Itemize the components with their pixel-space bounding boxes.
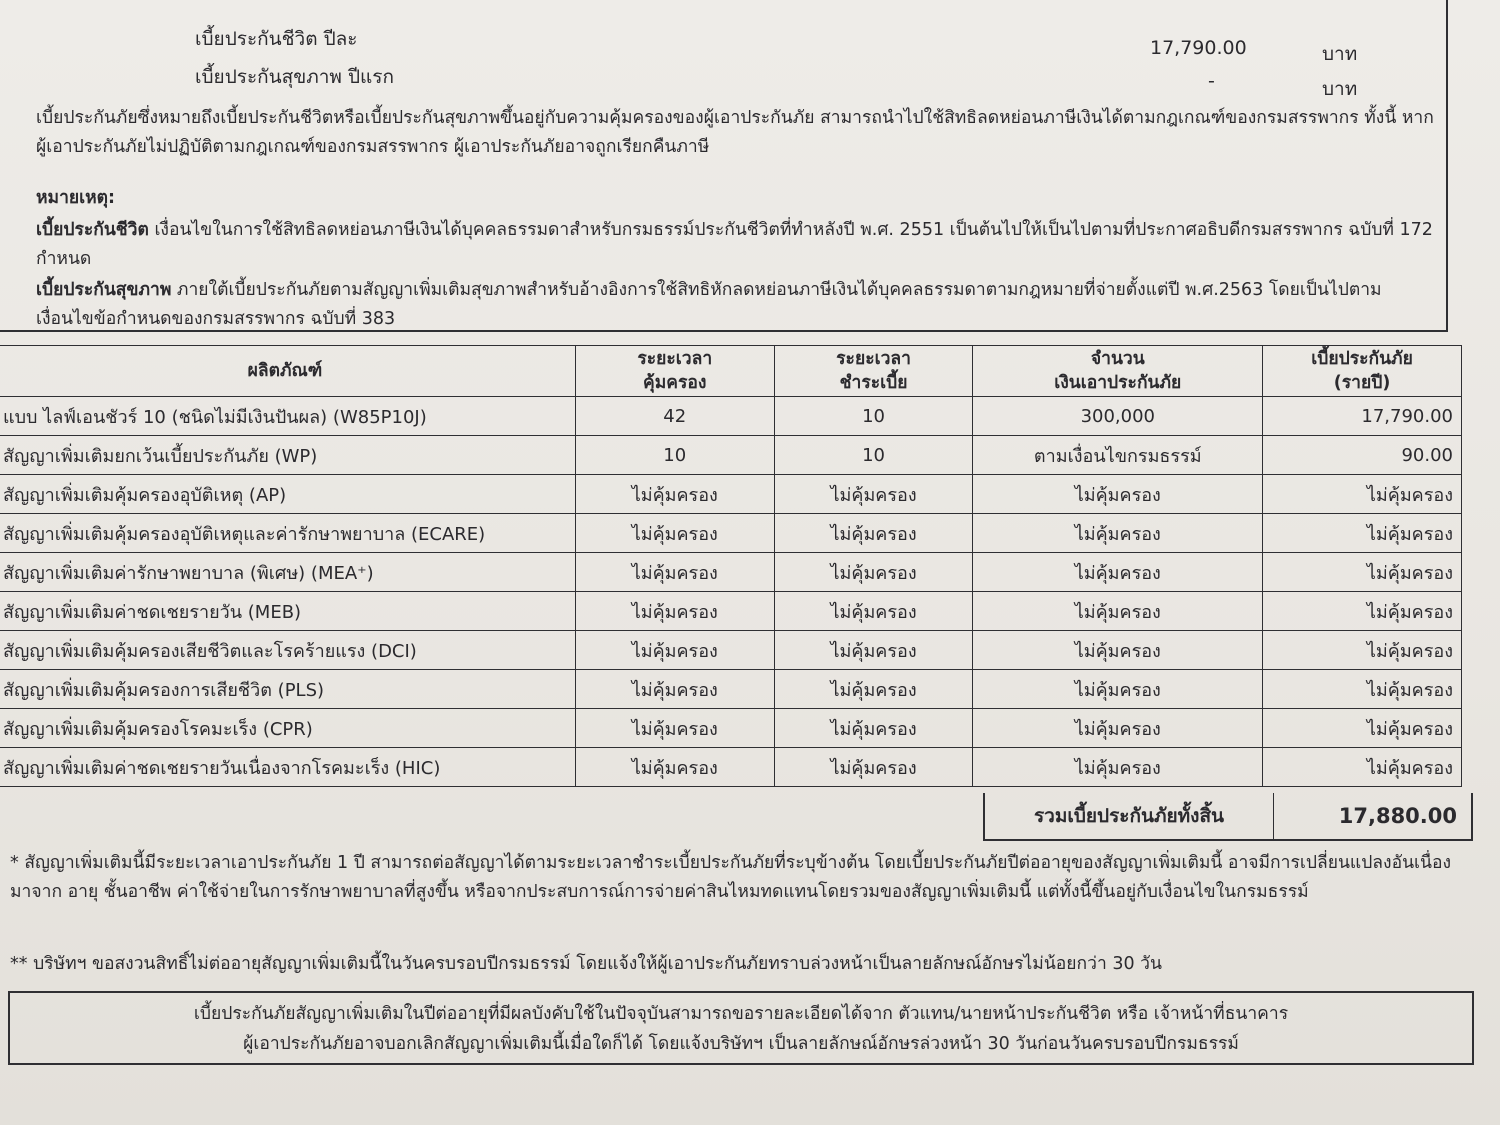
table-cell: ไม่คุ้มครอง	[973, 514, 1263, 553]
table-header-cell: จำนวน เงินเอาประกันภัย	[973, 346, 1263, 397]
table-cell: ไม่คุ้มครอง	[575, 631, 774, 670]
table-cell: 17,790.00	[1263, 397, 1462, 436]
total-premium-value: 17,880.00	[1338, 804, 1457, 828]
table-cell: ไม่คุ้มครอง	[1263, 592, 1462, 631]
table-cell: ไม่คุ้มครอง	[1263, 670, 1462, 709]
table-cell: ไม่คุ้มครอง	[1263, 631, 1462, 670]
table-row	[0, 631, 1462, 670]
table-cell: ไม่คุ้มครอง	[774, 748, 973, 787]
product-name-cell: สัญญาเพิ่มเติมค่าชดเชยรายวันเนื่องจากโรคมะเร็ง (HIC)	[0, 748, 575, 787]
table-cell: ไม่คุ้มครอง	[1263, 514, 1462, 553]
tax-paragraph: เบี้ยประกันภัยซึ่งหมายถึงเบี้ยประกันชีวิตหรือเบี้ยประกันสุขภาพขึ้นอยู่กับความคุ้มครองของผู้เอาประกันภัย สามารถนำไปใช้สิทธิลดหย่อนภาษีเงินได้ตามกฎเกณฑ์ของกรมสรรพากร ทั้งนี้ หากผู้เอาประกันภัยไม่ปฏิบัติตามกฎเกณฑ์ของกรมสรรพากร ผู้เอาประกันภัยอาจถูกเรียกคืนภาษี	[36, 108, 1434, 157]
remark-health-title: เบี้ยประกันสุขภาพ	[36, 280, 172, 300]
table-row	[0, 514, 1462, 553]
table-header-cell: ระยะเวลา คุ้มครอง	[575, 346, 774, 397]
table-cell: ตามเงื่อนไขกรมธรรม์	[973, 436, 1263, 475]
table-cell: ไม่คุ้มครอง	[774, 631, 973, 670]
table-cell: ไม่คุ้มครอง	[575, 748, 774, 787]
table-cell: ไม่คุ้มครอง	[774, 514, 973, 553]
product-name-cell: สัญญาเพิ่มเติมคุ้มครองการเสียชีวิต (PLS)	[0, 670, 575, 709]
table-cell: ไม่คุ้มครอง	[575, 670, 774, 709]
table-cell: ไม่คุ้มครอง	[774, 475, 973, 514]
table-cell: ไม่คุ้มครอง	[774, 709, 973, 748]
table-cell: 10	[774, 397, 973, 436]
remarks-heading: หมายเหตุ:	[36, 188, 116, 208]
table-row	[0, 670, 1462, 709]
table-cell: ไม่คุ้มครอง	[575, 592, 774, 631]
table-header-cell: เบี้ยประกันภัย (รายปี)	[1263, 346, 1462, 397]
remark-health	[36, 276, 1436, 334]
table-body	[0, 397, 1462, 787]
product-name-cell: สัญญาเพิ่มเติมคุ้มครองอุบัติเหตุ (AP)	[0, 475, 575, 514]
table-cell: 10	[774, 436, 973, 475]
table-cell: ไม่คุ้มครอง	[973, 748, 1263, 787]
table-header-cell: ผลิตภัณฑ์	[0, 346, 575, 397]
total-premium-label: รวมเบี้ยประกันภัยทั้งสิ้น	[985, 793, 1274, 839]
table-cell: ไม่คุ้มครอง	[973, 709, 1263, 748]
remark-life-title: เบี้ยประกันชีวิต	[36, 220, 149, 240]
remark-life	[36, 216, 1436, 274]
product-name-cell: สัญญาเพิ่มเติมคุ้มครองเสียชีวิตและโรคร้ายแรง (DCI)	[0, 631, 575, 670]
table-cell: ไม่คุ้มครอง	[973, 553, 1263, 592]
footnote-2: ** บริษัทฯ ขอสงวนสิทธิ์ไม่ต่ออายุสัญญาเพิ่มเติมนี้ในวันครบรอบปีกรมธรรม์ โดยแจ้งให้ผู้เอาประกันภัยทราบล่วงหน้าเป็นลายลักษณ์อักษรไม่น้อยกว่า 30 วัน	[10, 954, 1162, 974]
product-name-cell: สัญญาเพิ่มเติมค่ารักษาพยาบาล (พิเศษ) (MEA⁺)	[0, 553, 575, 592]
table-cell: ไม่คุ้มครอง	[575, 514, 774, 553]
table-cell: 10	[575, 436, 774, 475]
table-cell: ไม่คุ้มครอง	[1263, 748, 1462, 787]
table-cell: ไม่คุ้มครอง	[774, 592, 973, 631]
health-premium-amount: -	[1208, 70, 1215, 92]
table-cell: ไม่คุ้มครอง	[973, 670, 1263, 709]
remark-life-text: เงื่อนไขในการใช้สิทธิลดหย่อนภาษีเงินได้บุคคลธรรมดาสำหรับกรมธรรม์ประกันชีวิตที่ทำหลังปี พ.ศ. 2551 เป็นต้นไปให้เป็นไปตามที่ประกาศอธิบดีกรมสรรพากร ฉบับที่ 172 กำหนด	[36, 220, 1433, 269]
renewal-info-line-1: เบี้ยประกันภัยสัญญาเพิ่มเติมในปีต่ออายุที่มีผลบังคับใช้ในปัจจุบันสามารถขอรายละเอียดได้จาก ตัวแทน/นายหน้าประกันชีวิต หรือ เจ้าหน้าที่ธนาคาร	[193, 1004, 1289, 1024]
table-cell: 90.00	[1263, 436, 1462, 475]
product-name-cell: สัญญาเพิ่มเติมคุ้มครองโรคมะเร็ง (CPR)	[0, 709, 575, 748]
renewal-info-box	[8, 991, 1474, 1065]
table-cell: ไม่คุ้มครอง	[1263, 475, 1462, 514]
life-premium-label: เบี้ยประกันชีวิต ปีละ	[195, 28, 358, 50]
table-cell: ไม่คุ้มครอง	[575, 475, 774, 514]
table-cell: ไม่คุ้มครอง	[575, 709, 774, 748]
product-name-cell: สัญญาเพิ่มเติมยกเว้นเบี้ยประกันภัย (WP)	[0, 436, 575, 475]
footnote-1: * สัญญาเพิ่มเติมนี้มีระยะเวลาเอาประกันภัย 1 ปี สามารถต่อสัญญาได้ตามระยะเวลาชำระเบี้ยประกันภัยที่ระบุข้างต้น โดยเบี้ยประกันภัยปีต่ออายุของสัญญาเพิ่มเติมนี้ อาจมีการเปลี่ยนแปลงอันเนื่องมาจาก อายุ ชั้นอาชีพ ค่าใช้จ่ายในการรักษาพยาบาลที่สูงขึ้น หรือจากประสบการณ์การจ่ายค่าสินไหมทดแทนโดยรวมของสัญญาเพิ่มเติมนี้ แต่ทั้งนี้ขึ้นอยู่กับเงื่อนไขในกรมธรรม์	[10, 853, 1452, 902]
life-premium-unit: บาท	[1322, 43, 1358, 65]
table-cell: 42	[575, 397, 774, 436]
product-name-cell: สัญญาเพิ่มเติมค่าชดเชยรายวัน (MEB)	[0, 592, 575, 631]
table-cell: ไม่คุ้มครอง	[1263, 709, 1462, 748]
table-row	[0, 592, 1462, 631]
health-premium-unit: บาท	[1322, 78, 1358, 100]
table-cell: ไม่คุ้มครอง	[575, 553, 774, 592]
table-row	[0, 709, 1462, 748]
product-name-cell: สัญญาเพิ่มเติมคุ้มครองอุบัติเหตุและค่ารักษาพยาบาล (ECARE)	[0, 514, 575, 553]
health-premium-label: เบี้ยประกันสุขภาพ ปีแรก	[195, 66, 395, 88]
remark-health-text: ภายใต้เบี้ยประกันภัยตามสัญญาเพิ่มเติมสุขภาพสำหรับอ้างอิงการใช้สิทธิหักลดหย่อนภาษีเงินได้บุคคลธรรมดาตามกฎหมายที่จ่ายตั้งแต่ปี พ.ศ.2563 โดยเป็นไปตามเงื่อนไขข้อกำหนดของกรมสรรพากร ฉบับที่ 383	[36, 280, 1382, 329]
life-premium-amount: 17,790.00	[1150, 37, 1247, 59]
table-cell: ไม่คุ้มครอง	[973, 592, 1263, 631]
table-cell: ไม่คุ้มครอง	[774, 553, 973, 592]
table-cell: 300,000	[973, 397, 1263, 436]
renewal-info-line-2: ผู้เอาประกันภัยอาจบอกเลิกสัญญาเพิ่มเติมนี้เมื่อใดก็ได้ โดยแจ้งบริษัทฯ เป็นลายลักษณ์อักษรล่วงหน้า 30 วันก่อนวันครบรอบปีกรมธรรม์	[243, 1034, 1239, 1054]
table-header-row	[0, 346, 1462, 397]
table-row	[0, 436, 1462, 475]
table-cell: ไม่คุ้มครอง	[973, 631, 1263, 670]
table-cell: ไม่คุ้มครอง	[1263, 553, 1462, 592]
table-row	[0, 553, 1462, 592]
table-header-cell: ระยะเวลา ชำระเบี้ย	[774, 346, 973, 397]
table-row	[0, 397, 1462, 436]
total-premium-box	[983, 793, 1473, 841]
product-table	[0, 345, 1462, 787]
table-cell: ไม่คุ้มครอง	[774, 670, 973, 709]
table-row	[0, 748, 1462, 787]
table-cell: ไม่คุ้มครอง	[973, 475, 1263, 514]
product-name-cell: แบบ ไลฟ์เอนชัวร์ 10 (ชนิดไม่มีเงินปันผล) (W85P10J)	[0, 397, 575, 436]
table-row	[0, 475, 1462, 514]
